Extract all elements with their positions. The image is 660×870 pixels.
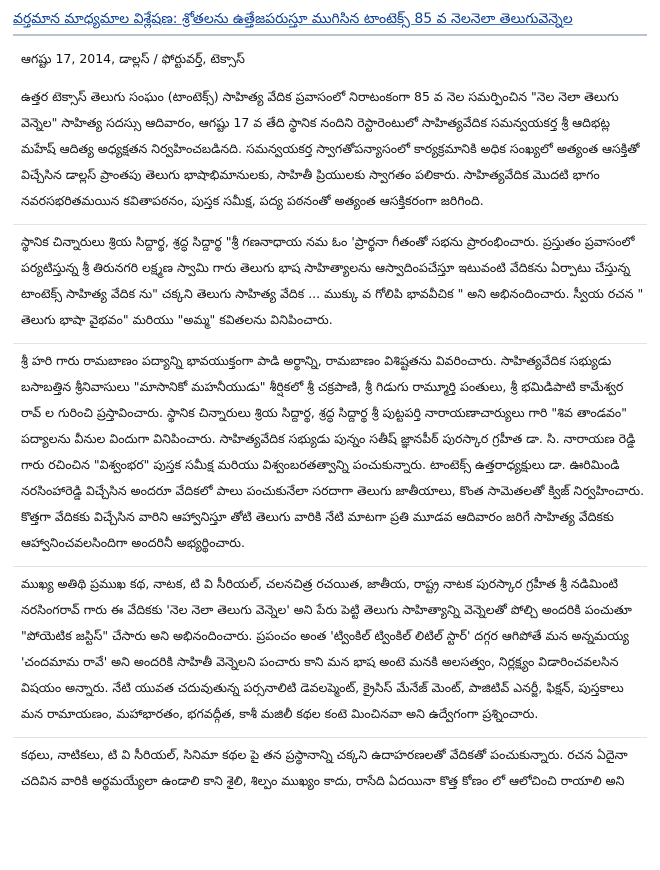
- article-paragraph-4: ముఖ్య అతిథి ప్రముఖ కథ, నాటక, టి వి సీరియల్, చలనచిత్ర రచయిత, జాతీయ, రాష్ట్ర నాటక పురస్కార గ్రహీత శ్రీ నడిమింటి నరసింగరావ్ గారు ఈ వేదికకు 'నెల నెలా తెలుగు వెన్నెల' అని పేరు పెట్టి తెలుగు సాహిత్యాన్ని వెన్నెలతో పోల్చి అందరికి పంచుతూ "పోయెటిక జస్టిస్" చేసారు అని అభినందించారు. ప్రపంచం అంత 'ట్వింకిల్ ట్వింకిల్ లిటిల్ స్టార్' దగ్గర ఆగిపోతే మన అన్నమయ్య 'చందమామ రావే' అని అందరికి సాహితీ వెన్నెలని పంచారు కాని మన భాష అంటె మనకి అలసత్వం, నిర్లక్ష్యం విడారించవలసిన విషయం అన్నారు. నేటి యువత చదువుతున్న పర్సనాలిటి డెవలప్మెంట్, క్రైసిస్ మేనేజ్ మెంట్, పాజిటివ్ ఎనర్జీ, ఫిక్షన్, పుస్తకాలు మన రామాయణం, మహాభారతం, భగవద్గీత, కాశీ మజిలీ కథల కంటె మించినవా అని ఉద్వేగంగా ప్రశ్నించారు.: [13, 567, 647, 738]
- article-paragraph-2: స్థానిక చిన్నారులు శ్రియ సిద్దార్థ, శ్రద్ధ సిద్దార్థ "శ్రీ గణనాధాయ నమ ఓం 'ప్రార్థనా గీతంతో సభను ప్రారంభించారు. ప్రస్తుతం ప్రవాసంలో పర్యటిస్తున్న శ్రీ తిరునగరి లక్ష్మణ స్వామి గారు తెలుగు భాష సాహిత్యాలను ఆస్వాదింపచేస్తూ ఇటువంటి వేదికను ఏర్పాటు చేస్తున్న టాంటెక్స్ సాహిత్య వేదిక ను" చక్కని తెలుగు సాహిత్య వేదిక ... ముక్కు వ గోలిపి భావవీచిక " అని అభినందించారు. స్వీయ రచన " తెలుగు భాషా వైభవం" మరియు "అమ్మ" కవితలను వినిపించారు.: [13, 225, 647, 344]
- article-title-link[interactable]: వర్తమాన మాధ్యమాల విశ్లేషణ: శ్రోతలను ఉత్తేజపరుస్తూ ముగిసిన టాంటెక్స్ 85 వ నెలనెలా తెలుగువెన్నెల: [13, 11, 573, 27]
- article-paragraph-1: ఉత్తర టెక్సాస్ తెలుగు సంఘం (టాంటెక్స్) సాహిత్య వేదిక ప్రవాసంలో నిరాటంకంగా 85 వ నెల సమర్పించిన "నెల నెలా తెలుగు వెన్నెల" సాహిత్య సదస్సు ఆదివారం, ఆగష్టు 17 వ తేది స్థానిక నందిని రెస్టారెంటులో సాహిత్యవేదిక సమన్వయకర్త శ్రీ ఆదిభట్ల మహేష్ ఆదిత్య అధ్యక్షతన నిర్వహించబడినది. సమన్వయకర్త స్వాగతోపన్యాసంలో కార్యక్రమానికి అధిక సంఖ్యలో అత్యంత ఆసక్తితో విచ్చేసిన డాల్లస్ ప్రాంతపు తెలుగు భాషాభిమానులకు, సాహితీ ప్రియులకు స్వాగతం పలికారు. సాహిత్యవేదిక మొదటి భాగం నవరసభరితమయిన కవితాపఠనం, పుస్తక సమీక్ష, పద్య పఠనంతో అత్యంత ఆసక్తికరంగా జరిగింది.: [13, 80, 647, 225]
- article-dateline: ఆగష్టు 17, 2014, డాల్లస్ / ఫోర్టువర్త్, టెక్సాస్: [21, 51, 245, 66]
- article-paragraph-3: శ్రీ హరి గారు రామబాణం పద్యాన్ని భావయుక్తంగా పాడి అర్థాన్ని, రామబాణం విశిష్టతను వివరించారు. సాహిత్యవేదిక సభ్యుడు బసాబత్తిన శ్రీనివాసులు "మాసానికో మహనీయుడు" శీర్షికలో శ్రీ చక్రపాణి, శ్రీ గిడుగు రామ్మూర్తి పంతులు, శ్రీ భమిడిపాటి కామేశ్వర రావ్ ల గురించి ప్రస్తావించారు. స్థానిక చిన్నారులు శ్రియ సిద్దార్థ, శ్రద్ధ సిద్దార్థ శ్రీ పుట్టపర్తి నారాయణాచార్యులు గారి "శివ తాండవం" పద్యాలను వీనుల విందుగా వినిపించారు. సాహిత్యవేదిక సభ్యుడు పున్నం సతీష్ జ్ఞానపీఠ్ పురస్కార గ్రహీత డా. సి. నారాయణ రెడ్డి గారు రచించిన "విశ్వంభర" పుస్తక సమీక్ష మరియు విశ్వంబరతత్వాన్ని పంచుకున్నారు. టాంటెక్స్ ఉత్తరాధ్యక్షులు డా. ఊరిమిండి నరసింహారెడ్డి విచ్చేసిన అందరూ వేదికలో పాలు పంచుకునేలా సరదాగా తెలుగు జాతీయాలు, కొంత సామెతలతో క్విజ్ నిర్వహించారు. కొత్తగా వేదికకు విచ్చేసిన వారిని ఆహ్వానిస్తూ తోటి తెలుగు వారికి నేటి మాటగా ప్రతి మూడవ ఆదివారం జరిగే సాహిత్య వేదికకు ఆహ్వానించవలసిందిగా అందరినీ అభ్యర్థించారు.: [13, 344, 647, 567]
- title-divider: [13, 34, 647, 36]
- article-title[interactable]: [13, 8, 647, 30]
- article-paragraph-5: కథలు, నాటికలు, టి వి సీరియల్, సినిమా కథల పై తన ప్రస్థానాన్ని చక్కని ఉదాహరణలతో వేదికతో పంచుకున్నారు. రచన ఏదైనా చదివిన వారికి అర్థమయ్యేలా ఉండాలి కాని శైలి, శిల్పం ముఖ్యం కాదు, రాసేది ఏదయినా కొత్త కోణం లో ఆలోచించి రాయాలి అని: [21, 747, 628, 788]
